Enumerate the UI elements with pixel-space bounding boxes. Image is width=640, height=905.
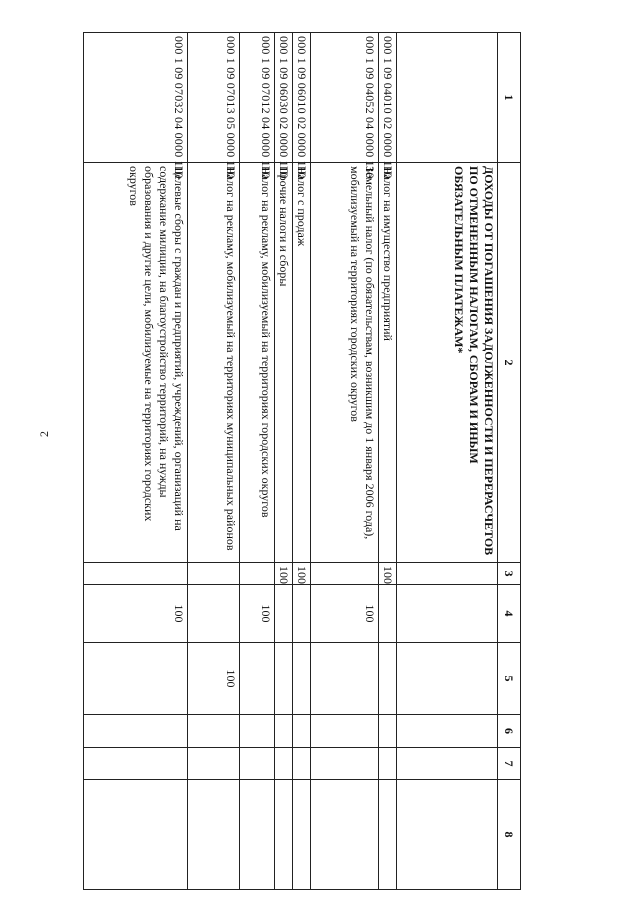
- table-row: [379, 33, 397, 890]
- header-col-2: 2: [498, 163, 521, 563]
- cell-col-4: [275, 585, 293, 643]
- row-code: 000 1 09 04052 04 0000 110: [311, 33, 379, 163]
- cell-col-4: 100: [311, 585, 379, 643]
- cell-col-7: [311, 748, 379, 780]
- cell-col-8: [311, 780, 379, 890]
- cell-col-6: [188, 715, 240, 748]
- cell-col-3: [188, 563, 240, 585]
- cell-col-3: [397, 563, 498, 585]
- row-code: 000 1 09 07032 04 0000 110: [84, 33, 188, 163]
- cell-col-4: [188, 585, 240, 643]
- cell-col-3: [240, 563, 275, 585]
- header-col-6: 6: [498, 715, 521, 748]
- header-col-5: 5: [498, 643, 521, 715]
- cell-col-8: [397, 780, 498, 890]
- cell-col-8: [84, 780, 188, 890]
- header-col-4: 4: [498, 585, 521, 643]
- cell-col-5: [379, 643, 397, 715]
- cell-col-7: [293, 748, 311, 780]
- cell-col-6: [311, 715, 379, 748]
- cell-col-7: [240, 748, 275, 780]
- cell-col-6: [84, 715, 188, 748]
- cell-col-3: 100: [275, 563, 293, 585]
- header-col-8: 8: [498, 780, 521, 890]
- cell-col-3: [311, 563, 379, 585]
- cell-col-5: [311, 643, 379, 715]
- cell-col-5: 100: [188, 643, 240, 715]
- header-col-7: 7: [498, 748, 521, 780]
- cell-col-4: [379, 585, 397, 643]
- cell-col-8: [275, 780, 293, 890]
- table-row: [397, 33, 498, 890]
- cell-col-8: [188, 780, 240, 890]
- cell-col-8: [240, 780, 275, 890]
- rotated-table-container: [87, 32, 521, 889]
- cell-col-6: [240, 715, 275, 748]
- table-row: [275, 33, 293, 890]
- cell-col-5: [293, 643, 311, 715]
- row-code: 000 1 09 06030 02 0000 110: [275, 33, 293, 163]
- cell-col-8: [379, 780, 397, 890]
- cell-col-4: 100: [240, 585, 275, 643]
- cell-col-4: [293, 585, 311, 643]
- cell-col-4: [397, 585, 498, 643]
- table-row: [84, 33, 188, 890]
- cell-col-6: [379, 715, 397, 748]
- table-row: [311, 33, 379, 890]
- revenue-table: [83, 32, 521, 890]
- row-code: 000 1 09 07012 04 0000 110: [240, 33, 275, 163]
- cell-col-3: [84, 563, 188, 585]
- cell-col-7: [84, 748, 188, 780]
- row-name: Прочие налоги и сборы: [275, 163, 293, 563]
- table-row: [293, 33, 311, 890]
- cell-col-7: [397, 748, 498, 780]
- cell-col-7: [379, 748, 397, 780]
- cell-col-5: [397, 643, 498, 715]
- cell-col-7: [275, 748, 293, 780]
- row-name: ДОХОДЫ ОТ ПОГАШЕНИЯ ЗАДОЛЖЕННОСТИ И ПЕРЕРАСЧЕТОВ ПО ОТМЕНЕННЫМ НАЛОГАМ, СБОРАМ И ИНЫМ ОБЯЗАТЕЛЬНЫМ ПЛАТЕЖАМ*: [397, 163, 498, 563]
- row-code: 000 1 09 06010 02 0000 110: [293, 33, 311, 163]
- table-row: [240, 33, 275, 890]
- row-code: 000 1 09 07013 05 0000 110: [188, 33, 240, 163]
- row-code: 000 1 09 04010 02 0000 110: [379, 33, 397, 163]
- table-row: [188, 33, 240, 890]
- cell-col-4: 100: [84, 585, 188, 643]
- row-name: Земельный налог (по обязательствам, возникшим до 1 января 2006 года), мобилизуемый на территориях городских округов: [311, 163, 379, 563]
- cell-col-3: 100: [379, 563, 397, 585]
- row-code: [397, 33, 498, 163]
- cell-col-7: [188, 748, 240, 780]
- row-name: Целевые сборы с граждан и предприятий, учреждений, организаций на содержание милиции, на благоустройство территорий, на нужды образования и другие цели, мобилизуемые на территориях городских округов: [84, 163, 188, 563]
- row-name: Налог на рекламу, мобилизуемый на территориях муниципальных районов: [188, 163, 240, 563]
- cell-col-6: [397, 715, 498, 748]
- cell-col-6: [293, 715, 311, 748]
- header-col-1: 1: [498, 33, 521, 163]
- cell-col-5: [84, 643, 188, 715]
- header-row: [498, 33, 521, 890]
- row-name: Налог с продаж: [293, 163, 311, 563]
- row-name: Налог на имущество предприятий: [379, 163, 397, 563]
- header-col-3: 3: [498, 563, 521, 585]
- page-number: 2: [37, 431, 51, 437]
- cell-col-6: [275, 715, 293, 748]
- row-name: Налог на рекламу, мобилизуемый на территориях городских округов: [240, 163, 275, 563]
- cell-col-3: 100: [293, 563, 311, 585]
- cell-col-5: [240, 643, 275, 715]
- cell-col-5: [275, 643, 293, 715]
- cell-col-8: [293, 780, 311, 890]
